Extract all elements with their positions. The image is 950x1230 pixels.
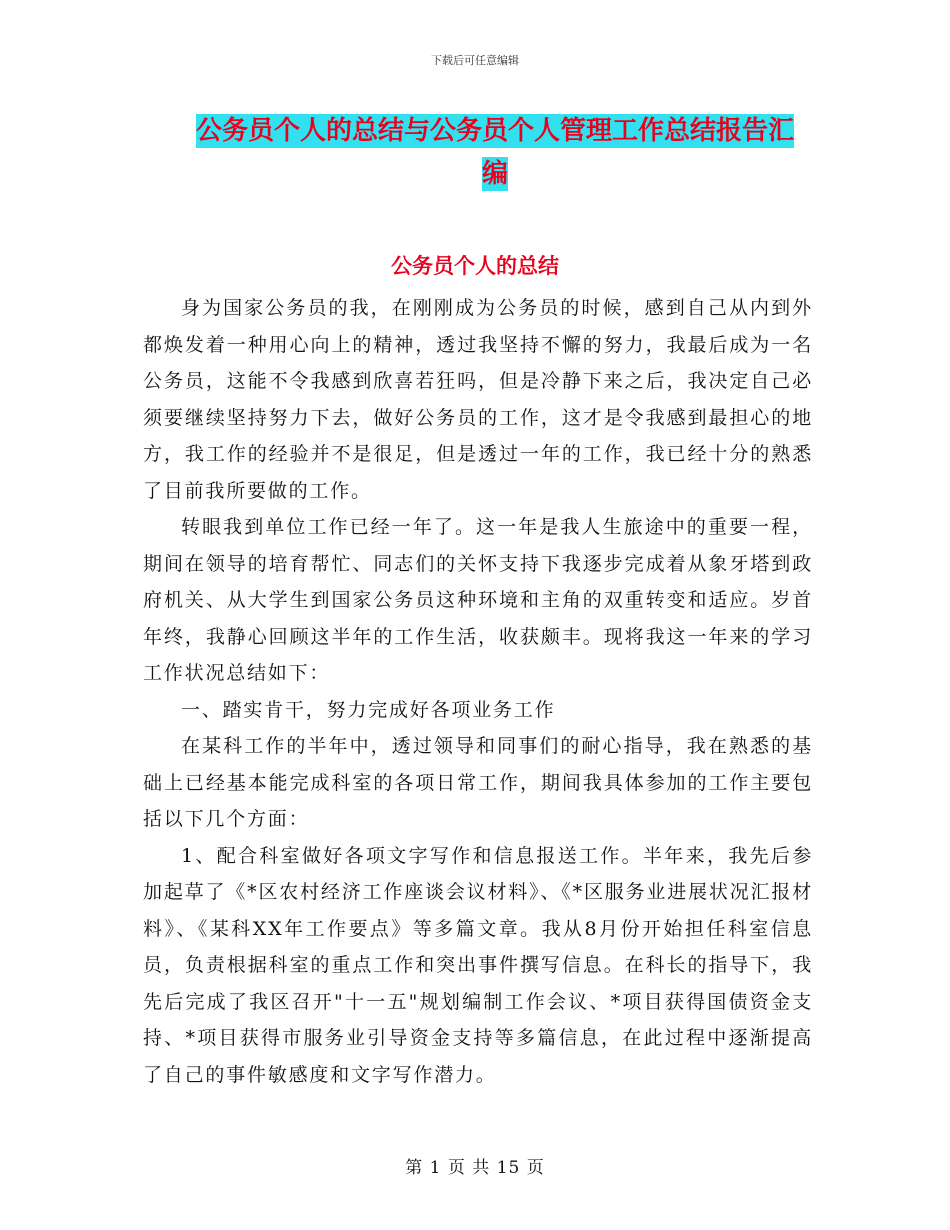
- paragraph: 身为国家公务员的我，在刚刚成为公务员的时候，感到自己从内到外都焕发着一种用心向上的精神，透过我坚持不懈的努力，我最后成为一名公务员，这能不令我感到欣喜若狂吗，但是冷静下来之后，我决定自己必须要继续坚持努力下去，做好公务员的工作，这才是令我感到最担心的地方，我工作的经验并不是很足，但是透过一年的工作，我已经十分的熟悉了目前我所要做的工作。: [143, 297, 813, 502]
- body-text: [143, 290, 813, 1093]
- paragraph: 在某科工作的半年中，透过领导和同事们的耐心指导，我在熟悉的基础上已经基本能完成科室的各项日常工作，期间我具体参加的工作主要包括以下几个方面：: [143, 735, 813, 830]
- section-title: 公务员个人的总结: [391, 253, 559, 278]
- document-title: [175, 110, 815, 196]
- header-note: 下载后可任意编辑: [431, 54, 519, 67]
- document-title-line1: 公务员个人的总结与公务员个人管理工作总结报告汇: [195, 116, 794, 146]
- paragraph: 1、配合科室做好各项文字写作和信息报送工作。半年来，我先后参加起草了《*区农村经济工作座谈会议材料》、《*区服务业进展状况汇报材料》、《某科XX年工作要点》等多篇文章。我从8月份开始担任科室信息员，负责根据科室的重点工作和突出事件撰写信息。在科长的指导下，我先后完成了我区召开"十一五"规划编制工作会议、*项目获得国债资金支持、*项目获得市服务业引导资金支持等多篇信息，在此过程中逐渐提高了自己的事件敏感度和文字写作潜力。: [143, 844, 813, 1086]
- subheading: 一、踏实肯干，努力完成好各项业务工作: [181, 698, 556, 721]
- page-number-footer: 第 1 页 共 15 页: [405, 1158, 545, 1178]
- paragraph: 转眼我到单位工作已经一年了。这一年是我人生旅途中的重要一程，期间在领导的培育帮忙、同志们的关怀支持下我逐步完成着从象牙塔到政府机关、从大学生到国家公务员这种环境和主角的双重转变和适应。岁首年终，我静心回顾这半年的工作生活，收获颇丰。现将我这一年来的学习工作状况总结如下：: [143, 516, 813, 684]
- document-title-line2: 编: [481, 159, 508, 189]
